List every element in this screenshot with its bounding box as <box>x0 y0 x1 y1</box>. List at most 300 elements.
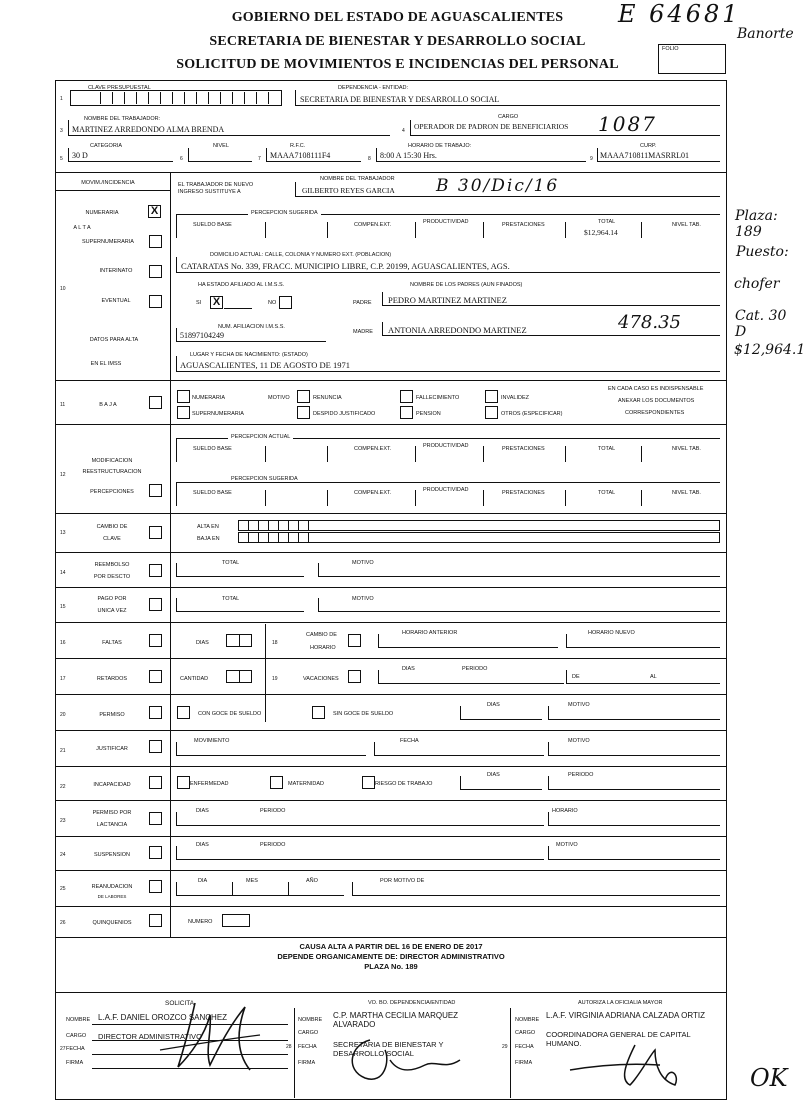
sueldo-base-label: SUELDO BASE <box>193 222 232 228</box>
permiso-dias-label: DIAS <box>487 702 500 708</box>
madre-handwritten: 478.35 <box>618 312 681 333</box>
cargo-handwritten: 1087 <box>598 112 657 136</box>
autoriza-label: AUTORIZA LA OFICIALIA MAYOR <box>578 1000 663 1006</box>
pension-label: PENSION <box>416 411 441 417</box>
cambio-clave-label-b: CLAVE <box>103 536 121 542</box>
divider <box>55 694 727 695</box>
afil-label: NUM. AFILIACION I.M.S.S. <box>218 324 285 330</box>
percepcion-sugerida-frame-2 <box>176 482 720 506</box>
lactancia-label-b: LACTANCIA <box>96 822 128 828</box>
lactancia-dias-label: DIAS <box>196 808 209 814</box>
suspension-label: SUSPENSION <box>93 852 131 858</box>
modificacion-checkbox[interactable] <box>149 484 162 497</box>
pago-motivo-label: MOTIVO <box>352 596 374 602</box>
divider <box>55 552 727 553</box>
divider <box>483 222 484 238</box>
row-number: 12 <box>60 472 66 478</box>
numero-label: NUMERO <box>188 919 213 925</box>
row-number: 3 <box>60 128 63 134</box>
row-number: 25 <box>60 886 66 892</box>
numero-field[interactable] <box>222 914 250 927</box>
retardos-label: RETARDOS <box>96 676 128 682</box>
signature-solicita <box>150 995 270 1075</box>
divider <box>483 490 484 506</box>
lactancia-periodo-field[interactable] <box>176 812 544 826</box>
s-cargo-value: DIRECTOR ADMINISTRATIVO <box>98 1032 202 1041</box>
percepcion-actual-frame <box>176 438 720 462</box>
supernumeraria-checkbox[interactable] <box>149 235 162 248</box>
divider <box>55 836 727 837</box>
madre-label: MADRE <box>353 329 373 335</box>
reembolso-total-field[interactable] <box>176 563 304 577</box>
renuncia-label: RENUNCIA <box>313 395 342 401</box>
con-goce-label: CON GOCE DE SUELDO <box>198 711 262 717</box>
ok-handwritten: OK <box>750 1064 788 1092</box>
row-number: 20 <box>60 712 66 718</box>
trabajador-nuevo-label: EL TRABAJADOR DE NUEVO INGRESO SUSTITUYE A <box>178 182 254 195</box>
s-nombre-value: L.A.F. DANIEL OROZCO SANCHEZ <box>98 1013 228 1022</box>
permiso-motivo-label: MOTIVO <box>568 702 590 708</box>
faltas-label: FALTAS <box>102 640 122 646</box>
incapacidad-checkbox[interactable] <box>149 776 162 789</box>
divider <box>415 446 416 462</box>
justificar-motivo-field[interactable] <box>548 742 720 756</box>
baja-supernumeraria-label: SUPERNUMERARIA <box>192 411 244 417</box>
productividad-label: PRODUCTIVIDAD <box>423 487 469 493</box>
label-column-divider <box>170 172 171 937</box>
cargo-value: OPERADOR DE PADRON DE BENEFICIARIOS <box>414 122 569 131</box>
productividad-label: PRODUCTIVIDAD <box>423 443 469 449</box>
row-number: 13 <box>60 530 66 536</box>
a-fecha-label: FECHA <box>515 1044 534 1050</box>
categoria-label: CATEGORIA <box>90 143 122 149</box>
a-cargo-label: CARGO <box>515 1030 536 1036</box>
divider <box>232 882 233 896</box>
suspension-periodo-label: PERIODO <box>260 842 286 848</box>
justificar-label: JUSTIFICAR <box>96 746 128 752</box>
divider <box>55 800 727 801</box>
baja-en-ticks <box>238 532 318 543</box>
row-number: 15 <box>60 604 66 610</box>
row-number: 1 <box>60 96 63 102</box>
reanudacion-fecha-field[interactable] <box>176 882 344 896</box>
reanudacion-label-b: DE LABORES <box>97 894 127 899</box>
nombre-label: NOMBRE DEL TRABAJADOR: <box>84 116 161 122</box>
divider <box>294 1008 295 1098</box>
nombre-trab-handwritten: B 30/Dic/16 <box>436 176 560 196</box>
reembolso-label-a: REEMBOLSO <box>94 562 130 568</box>
total-label: TOTAL <box>598 219 616 225</box>
reembolso-checkbox[interactable] <box>149 564 162 577</box>
cambio-clave-checkbox[interactable] <box>149 526 162 539</box>
invalidez-checkbox[interactable] <box>485 390 498 403</box>
suspension-motivo-field[interactable] <box>548 846 720 860</box>
row-number: 26 <box>60 920 66 926</box>
divider <box>55 587 727 588</box>
incapacidad-periodo-field[interactable] <box>548 776 720 790</box>
nivel-tab-label: NIVEL TAB. <box>672 446 701 452</box>
pago-total-field[interactable] <box>176 598 304 612</box>
pago-total-label: TOTAL <box>222 596 240 602</box>
row-number: 11 <box>60 402 66 408</box>
divider <box>55 906 727 907</box>
row-number: 10 <box>60 286 66 292</box>
baja-checkbox[interactable] <box>149 396 162 409</box>
header-line-1: GOBIERNO DEL ESTADO DE AGUASCALIENTES <box>231 10 564 25</box>
permiso-label: PERMISO <box>99 712 125 718</box>
divider <box>239 634 240 647</box>
sin-goce-checkbox[interactable] <box>312 706 325 719</box>
lactancia-label-a: PERMISO POR <box>92 810 132 816</box>
afil-value: 51897104249 <box>180 331 224 340</box>
nombre-value: MARTINEZ ARREDONDO ALMA BRENDA <box>72 125 225 134</box>
reembolso-label-b: POR DESCTO <box>93 574 131 580</box>
header-line-3: SOLICITUD DE MOVIMIENTOS E INCIDENCIAS DEL PERSONAL <box>176 57 619 72</box>
pago-motivo-field[interactable] <box>318 598 720 612</box>
v-nombre-label: NOMBRE <box>298 1017 323 1023</box>
reembolso-motivo-field[interactable] <box>318 563 720 577</box>
pension-checkbox[interactable] <box>400 406 413 419</box>
no-label: NO <box>268 300 277 306</box>
divider <box>55 658 727 659</box>
renuncia-checkbox[interactable] <box>297 390 310 403</box>
prestaciones-label: PRESTACIONES <box>502 490 545 496</box>
row-number: 22 <box>60 784 66 790</box>
baja-label: B A J A <box>99 402 117 408</box>
imss-question-label: HA ESTADO AFILIADO AL I.M.S.S. <box>198 282 285 288</box>
divider <box>565 490 566 506</box>
invalidez-label: INVALIDEZ <box>501 395 530 401</box>
cambio-horario-checkbox[interactable] <box>348 634 361 647</box>
padre-value: PEDRO MARTINEZ MARTINEZ <box>388 295 507 305</box>
divider <box>288 882 289 896</box>
nivel-tab-label: NIVEL TAB. <box>672 222 701 228</box>
modificacion-label-1: MODIFICACION <box>91 458 133 464</box>
por-motivo-label: POR MOTIVO DE <box>380 878 425 884</box>
margin-note-chofer: chofer <box>734 276 780 292</box>
divider <box>55 424 727 425</box>
mes-label: MES <box>246 878 258 884</box>
alta-label: A L T A <box>73 225 91 231</box>
divider <box>483 446 484 462</box>
baja-numeraria-checkbox[interactable] <box>177 390 190 403</box>
cargo-label: CARGO <box>498 114 519 120</box>
margin-note-monto: $12,964.1 <box>734 342 805 358</box>
divider <box>565 446 566 462</box>
vacaciones-dias-field[interactable] <box>378 670 564 684</box>
baja-supernumeraria-checkbox[interactable] <box>177 406 190 419</box>
interinato-checkbox[interactable] <box>149 265 162 278</box>
row-number-19: 19 <box>272 676 278 682</box>
permiso-dias-field[interactable] <box>460 706 542 720</box>
compen-ext-label: COMPEN.EXT. <box>354 222 392 228</box>
total-label: TOTAL <box>598 446 616 452</box>
vacaciones-checkbox[interactable] <box>348 670 361 683</box>
pago-label-b: UNICA VEZ <box>97 608 127 614</box>
row-number-8: 8 <box>368 156 371 162</box>
dependencia-label: DEPENDENCIA - ENTIDAD: <box>338 85 408 91</box>
al-label: AL <box>650 674 657 680</box>
folio-label: FOLIO <box>662 46 679 52</box>
s-fecha-label: FECHA <box>66 1046 85 1052</box>
signature-autoriza <box>560 1035 700 1095</box>
causa-line-2: DEPENDE ORGANICAMENTE DE: DIRECTOR ADMINISTRATIVO <box>277 952 505 961</box>
v-firma-label: FIRMA <box>298 1060 316 1066</box>
incapacidad-label: INCAPACIDAD <box>93 782 131 788</box>
modificacion-label-3: PERCEPCIONES <box>90 489 134 495</box>
alta-en-ticks <box>238 520 318 531</box>
domicilio-label: DOMICILIO ACTUAL: CALLE, COLONIA Y NUMERO EXT. (POBLACION) <box>210 252 392 258</box>
sueldo-base-label: SUELDO BASE <box>193 490 232 496</box>
nivel-label: NIVEL <box>213 143 229 149</box>
row-number-4: 4 <box>402 128 405 134</box>
vobo-label: VO. BO. DEPENDENCIA/ENTIDAD <box>368 1000 456 1006</box>
header-line-2: SECRETARIA DE BIENESTAR Y DESARROLLO SOCIAL <box>209 34 586 49</box>
prestaciones-label: PRESTACIONES <box>502 446 545 452</box>
incapacidad-periodo-label: PERIODO <box>568 772 594 778</box>
margin-note-cat: Cat. 30 D <box>735 308 787 340</box>
row-number-6: 6 <box>180 156 183 162</box>
horario-nuevo-field[interactable] <box>566 634 720 648</box>
percepcion-actual-label: PERCEPCION ACTUAL <box>228 434 293 440</box>
faltas-dias-label: DIAS <box>196 640 209 646</box>
quinquenios-label: QUINQUENIOS <box>92 920 132 926</box>
vacaciones-periodo-label: PERIODO <box>462 666 488 672</box>
supernumeraria-label: SUPERNUMERARIA <box>82 239 134 245</box>
suspension-checkbox[interactable] <box>149 846 162 859</box>
divider <box>510 1008 511 1098</box>
row-number: 14 <box>60 570 66 576</box>
curp-value: MAAA710811MASRRL01 <box>600 151 690 160</box>
despido-label: DESPIDO JUSTIFICADO <box>313 411 376 417</box>
modificacion-label-2: REESTRUCTURACION <box>82 469 142 475</box>
divider <box>55 937 727 938</box>
row-number: 28 <box>286 1044 292 1050</box>
baja-numeraria-label: NUMERARIA <box>192 395 226 401</box>
divider <box>55 172 727 173</box>
riesgo-checkbox[interactable] <box>362 776 375 789</box>
sin-goce-label: SIN GOCE DE SUELDO <box>333 711 394 717</box>
divider <box>641 222 642 238</box>
lugar-label: LUGAR Y FECHA DE NACIMIENTO: (ESTADO) <box>190 352 308 358</box>
numeraria-checkbox-checked[interactable]: X <box>148 205 161 218</box>
imss-si-checkbox-checked[interactable]: X <box>210 296 223 309</box>
eventual-checkbox[interactable] <box>149 295 162 308</box>
lactancia-horario-field[interactable] <box>548 812 720 826</box>
a-nombre-value: L.A.F. VIRGINIA ADRIANA CALZADA ORTIZ <box>546 1011 706 1020</box>
a-firma-label: FIRMA <box>515 1060 533 1066</box>
vacaciones-dias-label: DIAS <box>402 666 415 672</box>
causa-line-1: CAUSA ALTA A PARTIR DEL 16 DE ENERO DE 2017 <box>299 942 483 951</box>
movimiento-label: MOVIMIENTO <box>194 738 230 744</box>
divider <box>265 624 266 722</box>
fallecimiento-checkbox[interactable] <box>400 390 413 403</box>
horario-nuevo-label: HORARIO NUEVO <box>588 630 635 636</box>
maternidad-label: MATERNIDAD <box>288 781 324 787</box>
s-firma-label: FIRMA <box>66 1060 84 1066</box>
vacaciones-de-field[interactable] <box>566 670 720 684</box>
permiso-checkbox[interactable] <box>149 706 162 719</box>
divider <box>265 446 266 462</box>
row-number-18: 18 <box>272 640 278 646</box>
baja-note-1: EN CADA CASO ES INDISPENSABLE <box>608 386 704 392</box>
nombre-trab-value: GILBERTO REYES GARCIA <box>302 186 395 195</box>
pago-label-a: PAGO POR <box>97 596 127 602</box>
percepcion-sugerida-frame <box>176 214 720 238</box>
dependencia-value: SECRETARIA DE BIENESTAR Y DESARROLLO SOCIAL <box>300 95 500 104</box>
divider <box>265 490 266 506</box>
despido-checkbox[interactable] <box>297 406 310 419</box>
rfc-value: MAAA7108111F4 <box>270 151 331 160</box>
divider <box>327 446 328 462</box>
suspension-periodo-field[interactable] <box>176 846 544 860</box>
reembolso-total-label: TOTAL <box>222 560 240 566</box>
movimiento-field[interactable] <box>176 742 366 756</box>
percepcion-sugerida-label: PERCEPCION SUGERIDA <box>248 210 321 216</box>
riesgo-label: RIESGO DE TRABAJO <box>375 781 433 787</box>
reembolso-motivo-label: MOTIVO <box>352 560 374 566</box>
s-nombre-label: NOMBRE <box>66 1017 91 1023</box>
compen-ext-label: COMPEN.EXT. <box>354 490 392 496</box>
s-cargo-label: CARGO <box>66 1033 87 1039</box>
divider <box>641 490 642 506</box>
lactancia-checkbox[interactable] <box>149 812 162 825</box>
total-label: TOTAL <box>598 490 616 496</box>
imss-no-checkbox[interactable] <box>279 296 292 309</box>
solicita-label: SOLICITA <box>165 1000 195 1007</box>
de-label: DE <box>572 674 580 680</box>
bank-handwritten: Banorte <box>737 26 794 42</box>
row-number: 16 <box>60 640 66 646</box>
reanudacion-checkbox[interactable] <box>149 880 162 893</box>
categoria-value: 30 D <box>72 151 88 160</box>
incapacidad-dias-label: DIAS <box>487 772 500 778</box>
quinquenios-checkbox[interactable] <box>149 914 162 927</box>
faltas-checkbox[interactable] <box>149 634 162 647</box>
rfc-label: R.F.C. <box>290 143 306 149</box>
divider <box>55 870 727 871</box>
maternidad-checkbox[interactable] <box>270 776 283 789</box>
divider <box>239 670 240 683</box>
otros-checkbox[interactable] <box>485 406 498 419</box>
curp-label: CURP. <box>640 143 657 149</box>
row-number: 23 <box>60 818 66 824</box>
v-cargo-label: CARGO <box>298 1030 319 1036</box>
cambio-horario-label-a: CAMBIO DE <box>306 632 337 638</box>
causa-line-3: PLAZA No. 189 <box>364 962 418 971</box>
horario-anterior-field[interactable] <box>378 634 558 648</box>
justificar-checkbox[interactable] <box>149 740 162 753</box>
nivel-tab-label: NIVEL TAB. <box>672 490 701 496</box>
row-number-9: 9 <box>590 156 593 162</box>
divider <box>55 992 727 993</box>
percepcion-sugerida-label-2: PERCEPCION SUGERIDA <box>228 476 301 482</box>
divider <box>55 380 727 381</box>
horario-label: HORARIO DE TRABAJO: <box>408 143 472 149</box>
nivel-field[interactable] <box>188 148 252 162</box>
domicilio-value: CATARATAS No. 339, FRACC. MUNICIPIO LIBRE, C.P. 20199, AGUASCALIENTES, AGS. <box>181 261 510 271</box>
justificar-motivo-label: MOTIVO <box>568 738 590 744</box>
suspension-dias-label: DIAS <box>196 842 209 848</box>
lactancia-periodo-label: PERIODO <box>260 808 286 814</box>
signature-vobo <box>330 1030 470 1090</box>
reanudacion-motivo-field[interactable] <box>352 882 720 896</box>
v-fecha-label: FECHA <box>298 1044 317 1050</box>
eventual-label: EVENTUAL <box>101 298 131 304</box>
row-number: 5 <box>60 156 63 162</box>
baja-note-2: ANEXAR LOS DOCUMENTOS <box>618 398 695 404</box>
justificar-fecha-field[interactable] <box>374 742 544 756</box>
divider <box>327 490 328 506</box>
divider <box>55 190 170 191</box>
margin-note-puesto: Puesto: <box>736 244 789 260</box>
enfermedad-checkbox[interactable] <box>177 776 190 789</box>
reanudacion-label-a: REANUDACION <box>91 884 133 890</box>
sueldo-base-label: SUELDO BASE <box>193 446 232 452</box>
a-cargo-value: COORDINADORA GENERAL DE CAPITAL HUMANO. <box>546 1030 691 1048</box>
divider <box>415 490 416 506</box>
dia-label: DIA <box>198 878 208 884</box>
row-number: 21 <box>60 748 66 754</box>
row-number: 24 <box>60 852 66 858</box>
lugar-value: AGUASCALIENTES, 11 DE AGOSTO DE 1971 <box>180 360 350 370</box>
enfermedad-label: ENFERMEDAD <box>190 781 229 787</box>
baja-note-3: CORRESPONDIENTES <box>625 410 685 416</box>
baja-motivo-label: MOTIVO <box>268 395 290 401</box>
pago-checkbox[interactable] <box>149 598 162 611</box>
padre-label: PADRE <box>353 300 372 306</box>
otros-label: OTROS (ESPECIFICAR) <box>501 411 563 417</box>
row-number: 29 <box>502 1044 508 1050</box>
nombre-trab-label: NOMBRE DEL TRABAJADOR <box>320 176 395 182</box>
cantidad-label: CANTIDAD <box>180 676 209 682</box>
si-label: SI <box>196 300 202 306</box>
interinato-label: INTERINATO <box>99 268 133 274</box>
justificar-fecha-label: FECHA <box>400 738 419 744</box>
madre-value: ANTONIA ARREDONDO MARTINEZ <box>388 325 527 335</box>
lactancia-horario-label: HORARIO <box>552 808 578 814</box>
divider <box>55 622 727 623</box>
padres-label: NOMBRE DE LOS PADRES (AUN FINADOS) <box>410 282 523 288</box>
clave-label: CLAVE PRESUPUESTAL <box>88 85 151 91</box>
suspension-motivo-label: MOTIVO <box>556 842 578 848</box>
horario-anterior-label: HORARIO ANTERIOR <box>402 630 458 636</box>
v-nombre-value: C.P. MARTHA CECILIA MARQUEZ ALVARADO <box>333 1011 459 1029</box>
cambio-horario-label-b: HORARIO <box>310 645 336 651</box>
ano-label: AÑO <box>306 878 318 884</box>
margin-note-plaza: Plaza: 189 <box>735 208 778 240</box>
movim-label: MOVIM./INCIDENCIA <box>81 180 135 186</box>
divider <box>327 222 328 238</box>
retardos-checkbox[interactable] <box>149 670 162 683</box>
vacaciones-label: VACACIONES <box>303 676 339 682</box>
permiso-motivo-field[interactable] <box>548 706 720 720</box>
divider <box>55 513 727 514</box>
row-number-7: 7 <box>258 156 261 162</box>
incapacidad-dias-field[interactable] <box>460 776 542 790</box>
cambio-clave-label-a: CAMBIO DE <box>96 524 128 530</box>
clave-ticks <box>100 92 280 104</box>
alta-en-label: ALTA EN <box>197 524 219 530</box>
horario-value: 8:00 A 15:30 Hrs. <box>380 151 437 160</box>
fallecimiento-label: FALLECIMIENTO <box>416 395 460 401</box>
con-goce-checkbox[interactable] <box>177 706 190 719</box>
folio-handwritten: E 64681 <box>618 0 741 28</box>
datos-alta-label: DATOS PARA ALTA <box>89 337 139 343</box>
divider <box>55 730 727 731</box>
divider <box>565 222 566 238</box>
en-imss-label: EN EL IMSS <box>90 361 122 367</box>
